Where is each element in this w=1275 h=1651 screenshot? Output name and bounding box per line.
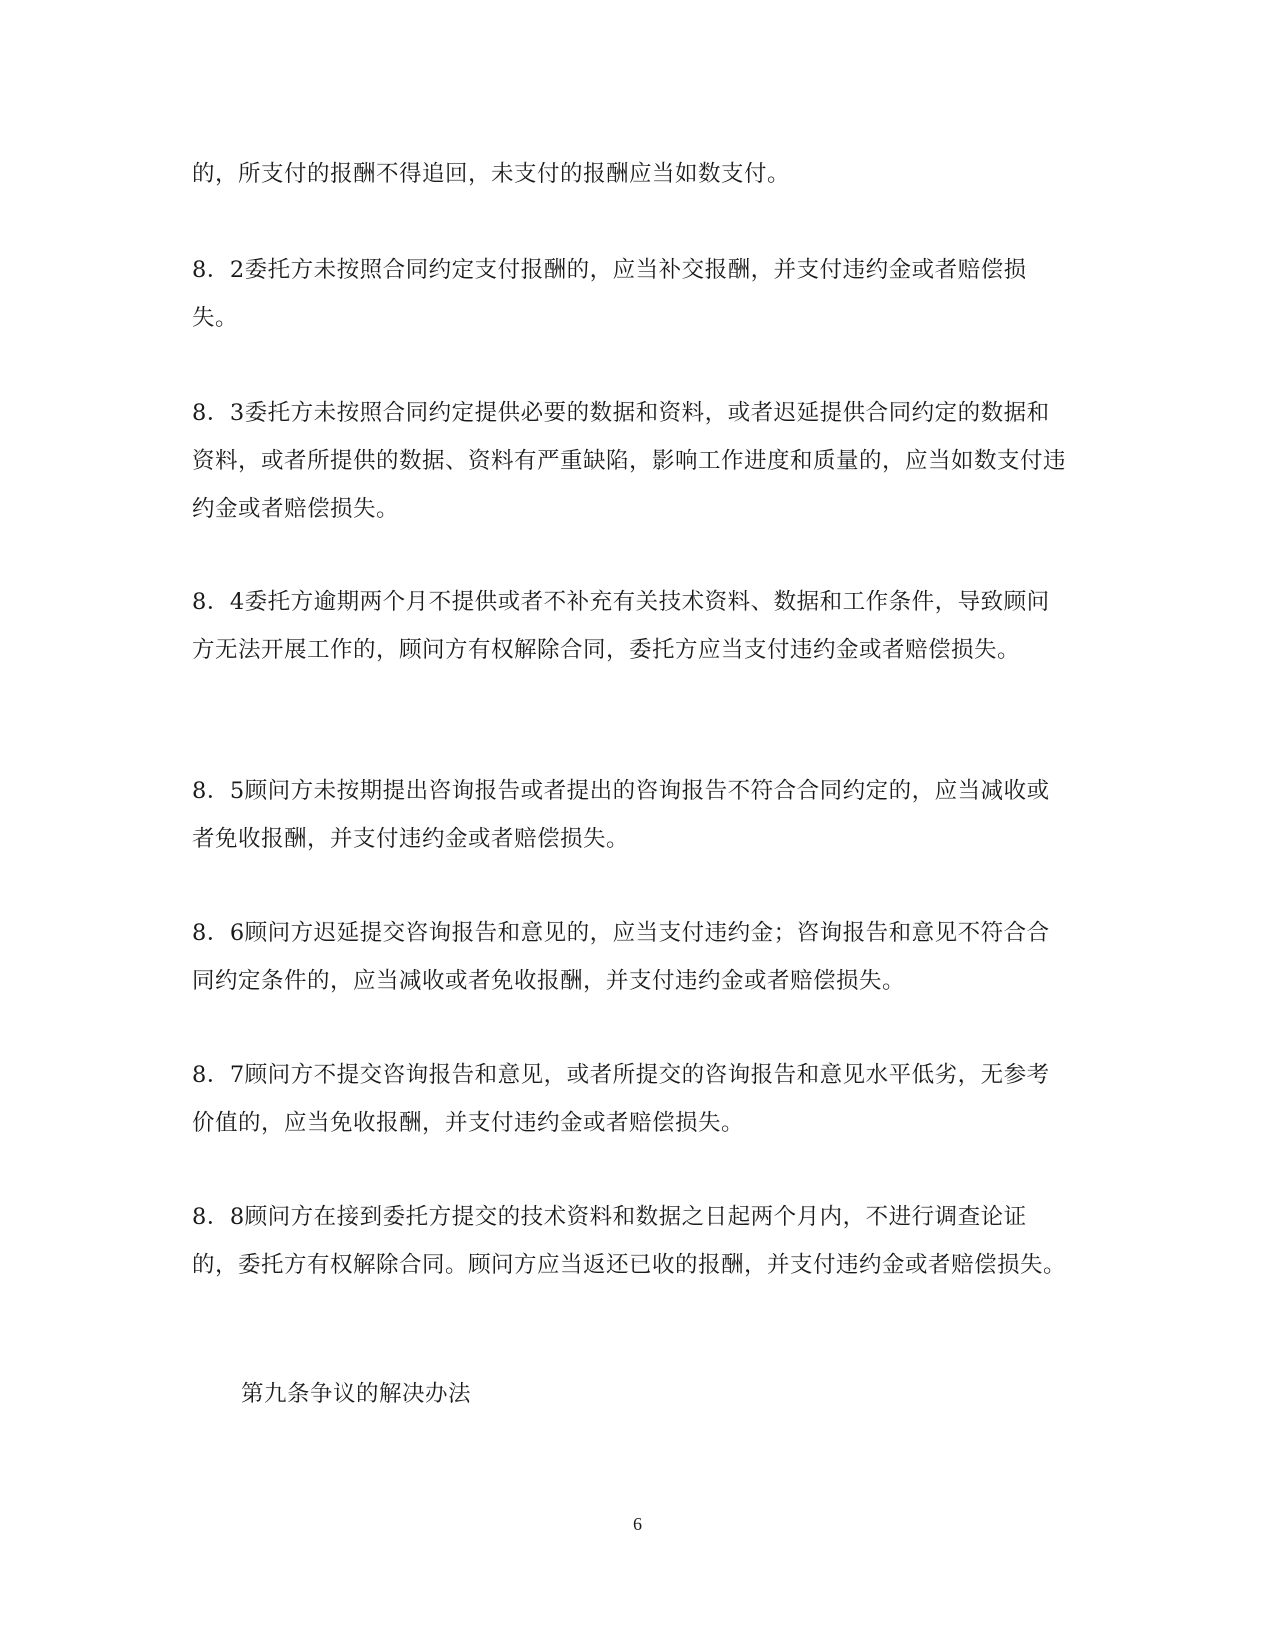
section-heading-article-9: 第九条争议的解决办法 [241, 1381, 472, 1407]
paragraph-continuation: 的，所支付的报酬不得追回，未支付的报酬应当如数支付。 [192, 161, 791, 187]
clause-8-5: 8．5顾问方未按期提出咨询报告或者提出的咨询报告不符合合同约定的，应当减收或者免收报酬，并支付违约金或者赔偿损失。 [192, 778, 1050, 852]
clause-8-6: 8．6顾问方迟延提交咨询报告和意见的，应当支付违约金；咨询报告和意见不符合合同约定条件的，应当减收或者免收报酬，并支付违约金或者赔偿损失。 [192, 920, 1050, 994]
page-number: 6 [633, 1514, 642, 1534]
clause-8-4: 8．4委托方逾期两个月不提供或者不补充有关技术资料、数据和工作条件，导致顾问方无法开展工作的，顾问方有权解除合同，委托方应当支付违约金或者赔偿损失。 [192, 589, 1050, 663]
clause-8-7: 8．7顾问方不提交咨询报告和意见，或者所提交的咨询报告和意见水平低劣，无参考价值的，应当免收报酬，并支付违约金或者赔偿损失。 [192, 1062, 1050, 1136]
clause-8-3: 8．3委托方未按照合同约定提供必要的数据和资料，或者迟延提供合同约定的数据和资料，或者所提供的数据、资料有严重缺陷，影响工作进度和质量的，应当如数支付违约金或者赔偿损失。 [192, 400, 1067, 522]
clause-8-8: 8．8顾问方在接到委托方提交的技术资料和数据之日起两个月内，不进行调查论证的，委托方有权解除合同。顾问方应当返还已收的报酬，并支付违约金或者赔偿损失。 [192, 1204, 1067, 1278]
clause-8-2: 8．2委托方未按照合同约定支付报酬的，应当补交报酬，并支付违约金或者赔偿损失。 [192, 257, 1027, 331]
